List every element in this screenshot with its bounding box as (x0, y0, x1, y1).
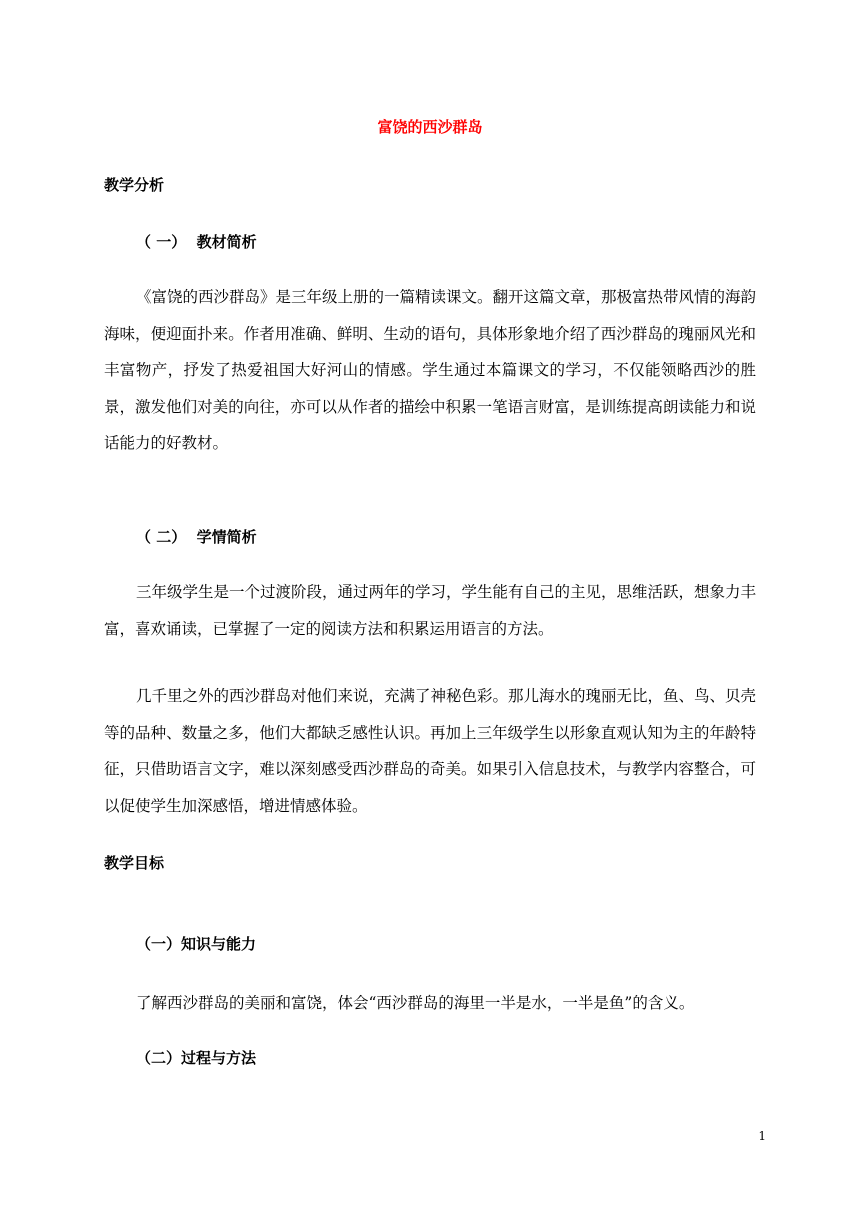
page-number: 1 (758, 1129, 766, 1143)
section-heading-analysis: 教学分析 (104, 176, 165, 194)
subheading-textbook: （ 一） 教材简析 (136, 233, 257, 251)
subheading-knowledge: （一）知识与能力 (136, 935, 257, 953)
paragraph-textbook: 《富饶的西沙群岛》是三年级上册的一篇精读课文。翻开这篇文章，那极富热带风情的海韵海味，便迎面扑来。作者用准确、鲜明、生动的语句，具体形象地介绍了西沙群岛的瑰丽风光和丰富物产，抒发了热爱祖国大好河山的情感。学生通过本篇课文的学习，不仅能领略西沙的胜景，激发他们对美的向往，亦可以从作者的描绘中积累一笔语言财富，是训练提高朗读能力和说话能力的好教材。 (104, 288, 757, 453)
document-title: 富饶的西沙群岛 (377, 118, 483, 136)
paragraph-students-2: 几千里之外的西沙群岛对他们来说，充满了神秘色彩。那儿海水的瑰丽无比，鱼、鸟、贝壳等的品种、数量之多，他们大都缺乏感性认识。再加上三年级学生以形象直观认知为主的年龄特征，只借助语言文字，难以深刻感受西沙群岛的奇美。如果引入信息技术，与教学内容整合，可以促使学生加深感悟，增进情感体验。 (104, 687, 757, 815)
paragraph-knowledge: 了解西沙群岛的美丽和富饶，体会“西沙群岛的海里一半是水，一半是鱼”的含义。 (136, 994, 695, 1012)
paragraph-students-1: 三年级学生是一个过渡阶段，通过两年的学习，学生能有自己的主见，思维活跃，想象力丰富，喜欢诵读，已掌握了一定的阅读方法和积累运用语言的方法。 (104, 583, 757, 638)
subheading-students: （ 二） 学情简析 (136, 528, 257, 546)
subheading-process: （二）过程与方法 (136, 1049, 257, 1067)
section-heading-goals: 教学目标 (104, 854, 165, 872)
